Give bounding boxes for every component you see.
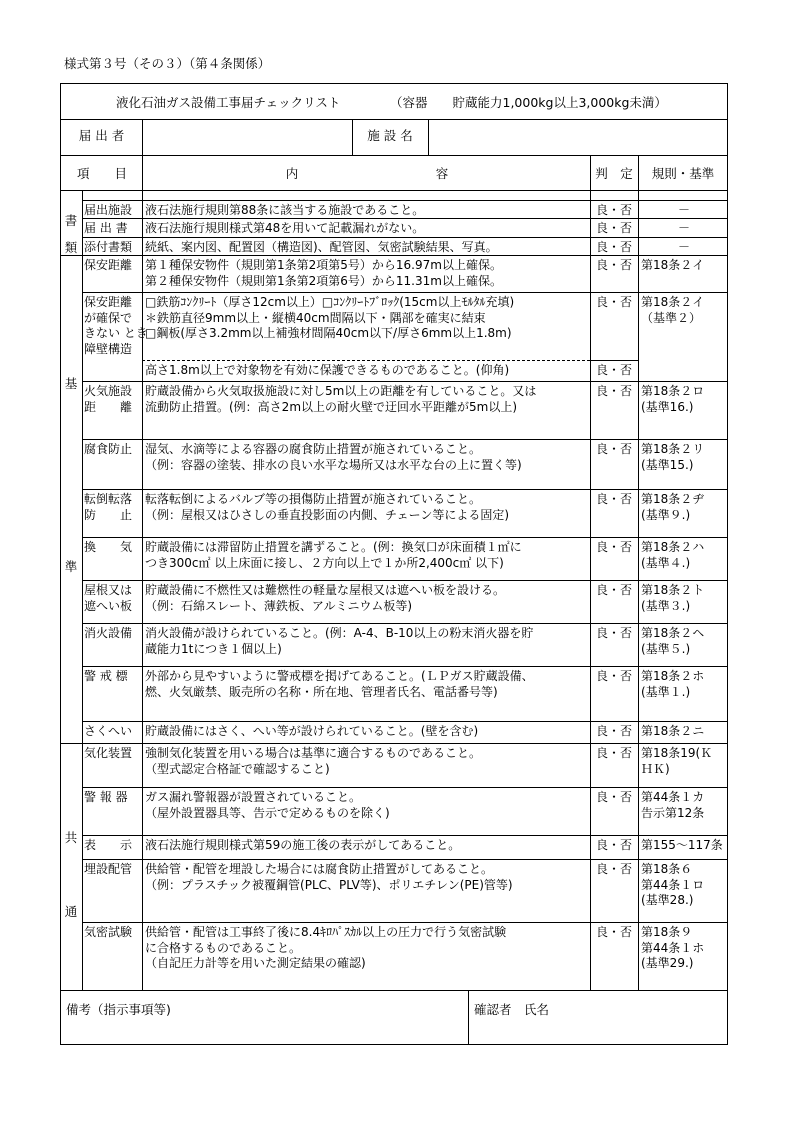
form-title-bar <box>60 83 728 119</box>
row-item-label: 警 戒 標 <box>84 669 128 683</box>
row-divider <box>590 360 638 361</box>
row-divider <box>82 835 728 836</box>
row-item-label: 腐食防止 <box>84 442 133 456</box>
row-rule-reference: (基準９.) <box>641 507 691 522</box>
row-rule-reference: （基準２） <box>641 310 702 325</box>
row-content-text: 液石法施行規則様式第59の施工後の表示がしてあること。 <box>145 838 461 852</box>
row-divider <box>82 623 728 624</box>
row-item-label: 転倒転落 <box>84 492 133 506</box>
row-rule-reference: － <box>677 221 690 235</box>
row-divider <box>60 990 728 991</box>
row-item-label: 消火設備 <box>84 626 133 640</box>
row-rule-reference: (基準29.) <box>641 956 694 970</box>
row-judgement[interactable]: 良・否 <box>595 790 632 804</box>
row-rule-reference: 第18条６ <box>641 862 693 876</box>
row-divider <box>82 787 728 788</box>
row-item-label: 添付書類 <box>84 240 133 254</box>
row-rule-reference: 第155～117条 <box>641 838 723 852</box>
notifier-label: 届 出 者 <box>78 128 125 143</box>
column-divider <box>142 155 143 990</box>
row-divider <box>82 489 728 490</box>
row-judgement[interactable]: 良・否 <box>595 295 632 309</box>
row-rule-reference: 第18条２ト <box>641 583 705 597</box>
row-divider <box>82 922 728 923</box>
row-content-text: 供給管・配管は工事終了後に8.4ｷﾛﾊﾟｽｶﾙ以上の圧力で行う気密試験 <box>145 925 507 939</box>
row-content-text: □鉄筋ｺﾝｸﾘｰﾄ（厚さ12cm以上）□ｺﾝｸﾘｰﾄﾌﾞﾛｯｸ(15cm以上ﾓﾙﾀﾙ充填) <box>145 295 515 309</box>
row-divider <box>60 190 728 191</box>
row-content-text: 転落転倒によるバルブ等の損傷防止措置が施されていること。 <box>145 492 482 506</box>
row-rule-reference: 第18条２イ <box>641 295 705 309</box>
row-item-label: 防 止 <box>84 507 133 522</box>
column-header-item: 項 目 <box>76 166 127 181</box>
row-content-text: 第１種保安物件（規則第1条第2項第5号）から16.97m以上確保。 <box>145 258 502 272</box>
row-judgement[interactable]: 良・否 <box>595 363 632 377</box>
row-item-label: 気化装置 <box>84 746 133 760</box>
confirmer-label: 確認者 氏名 <box>474 1002 550 1017</box>
row-judgement[interactable]: 良・否 <box>595 925 632 939</box>
row-rule-reference: 第18条２ハ <box>641 540 705 554</box>
row-content-text: 強制気化装置を用いる場合は基準に適合するものであること。 <box>145 746 482 760</box>
row-judgement[interactable]: 良・否 <box>595 626 632 640</box>
row-content-text: 蔵能力1tにつき１個以上) <box>145 641 282 656</box>
row-divider <box>60 155 728 156</box>
row-rule-reference: － <box>677 203 690 217</box>
row-content-text: ＊鉄筋直径9mm以上・縦横40cm間隔以下・隅部を確実に結束 <box>145 310 486 325</box>
row-item-label: さくへい <box>84 724 133 738</box>
row-content-text: 高さ1.8m以上で対象物を有効に保護できるものであること。(仰角) <box>145 363 510 377</box>
row-content-text: 続紙、案内図、配置図（構造図)、配管図、気密試験結果、写真。 <box>145 240 498 254</box>
row-rule-reference: 第44条１カ <box>641 790 705 804</box>
row-content-text: （型式認定合格証で確認すること) <box>145 761 330 776</box>
row-judgement[interactable]: 良・否 <box>595 746 632 760</box>
row-item-label: が確保で <box>84 310 133 325</box>
row-content-text: □鋼板(厚さ3.2mm以上補強材間隔40cm以下/厚さ6mm以上1.8m) <box>145 326 512 340</box>
row-rule-reference: 第44条１ホ <box>641 940 705 955</box>
row-item-label: 警 報 器 <box>84 790 128 804</box>
row-content-text: 貯蔵設備にはさく、へい等が設けられていること。(壁を含む) <box>145 724 479 738</box>
row-rule-reference: 第18条２ヘ <box>641 626 705 640</box>
row-content-text: （例：石綿スレート、薄鉄板、アルミニウム板等) <box>145 598 413 613</box>
form-title: 液化石油ガス設備工事届チェックリスト <box>116 95 341 110</box>
row-item-label: 距 離 <box>84 399 133 414</box>
row-content-text: （屋外設置器具等、告示で定めるものを除く) <box>145 805 390 820</box>
row-judgement[interactable]: 良・否 <box>595 669 632 683</box>
row-divider <box>82 200 728 201</box>
column-divider <box>468 990 469 1045</box>
row-rule-reference: (基準28.) <box>641 893 694 907</box>
column-divider <box>428 119 429 155</box>
row-judgement[interactable]: 良・否 <box>595 221 632 235</box>
row-judgement[interactable]: 良・否 <box>595 724 632 738</box>
row-content-text: 流動防止措置。(例：高さ2m以上の耐火壁で迂回水平距離が5m以上) <box>145 399 518 414</box>
row-judgement[interactable]: 良・否 <box>595 258 632 272</box>
row-divider <box>82 859 728 860</box>
row-judgement[interactable]: 良・否 <box>595 203 632 217</box>
row-divider <box>82 537 728 538</box>
row-rule-reference: (基準15.) <box>641 457 694 472</box>
row-judgement[interactable]: 良・否 <box>595 862 632 876</box>
dashed-divider <box>142 360 590 361</box>
row-content-text: 貯蔵設備から火気取扱施設に対し5m以上の距離を有していること。又は <box>145 384 537 398</box>
row-item-label: 障壁構造 <box>84 341 133 356</box>
row-content-text: （例：屋根又はひさしの垂直投影面の内側、チェーン等による固定) <box>145 507 510 522</box>
row-rule-reference: (基準16.) <box>641 399 694 414</box>
row-content-text: 貯蔵設備に不燃性又は難燃性の軽量な屋根又は遮へい板を設ける。 <box>145 583 506 597</box>
category-common-char-2: 通 <box>64 904 78 919</box>
row-rule-reference: 第44条１ロ <box>641 877 705 892</box>
category-common-char-1: 共 <box>64 830 78 845</box>
row-item-label: 遮へい板 <box>84 598 133 613</box>
form-number: 様式第３号（その３）（第４条関係） <box>64 56 271 71</box>
row-content-text: （自記圧力計等を用いた測定結果の確認) <box>145 956 366 970</box>
row-rule-reference: 第18条９ <box>641 925 693 939</box>
row-judgement[interactable]: 良・否 <box>595 838 632 852</box>
row-content-text: 第２種保安物件（規則第1条第2項第6号）から11.31m以上確保。 <box>145 273 502 288</box>
facility-label: 施 設 名 <box>367 128 413 143</box>
row-item-label: 火気施設 <box>84 384 133 398</box>
row-rule-reference: (基準５.) <box>641 641 691 656</box>
row-item-label: 気密試験 <box>84 925 133 939</box>
row-content-text: 液石法施行規則第88条に該当する施設であること。 <box>145 203 425 217</box>
row-rule-reference: 第18条２ホ <box>641 669 705 683</box>
category-documents-char-1: 書 <box>64 213 78 228</box>
row-rule-reference: (基準３.) <box>641 598 691 613</box>
row-rule-reference: 第18条２リ <box>641 442 705 456</box>
row-rule-reference: (基準４.) <box>641 555 691 570</box>
column-divider <box>638 155 639 990</box>
row-divider <box>60 119 728 120</box>
row-content-text: 液石法施行規則様式第48を用いて記載漏れがない。 <box>145 221 425 235</box>
row-rule-reference: 第18条２ヂ <box>641 492 705 506</box>
row-content-text: （例：容器の塗装、排水の良い水平な場所又は水平な台の上に置く等) <box>145 457 522 472</box>
row-content-text: （例：プラスチック被覆鋼管(PLC、PLV等)、ポリエチレン(PE)管等) <box>145 877 513 892</box>
row-divider <box>82 580 728 581</box>
row-judgement[interactable]: 良・否 <box>595 492 632 506</box>
row-rule-reference: 第18条２ニ <box>641 724 705 738</box>
row-item-label: 屋根又は <box>84 583 133 597</box>
row-content-text: つき300c㎡ 以上床面に接し、２方向以上で１か所2,400c㎡ 以下) <box>145 555 504 570</box>
row-content-text: ガス漏れ警報器が設置されていること。 <box>145 790 362 804</box>
row-content-text: 消火設備が設けられていること。(例：A-4、B-10以上の粉末消火器を貯 <box>145 626 534 640</box>
row-content-text: 外部から見やすいように警戒標を掲げてあること。(ＬＰガス貯蔵設備、 <box>145 669 534 683</box>
row-divider <box>82 666 728 667</box>
row-item-label: 保安距離 <box>84 258 133 272</box>
row-item-label: 保安距離 <box>84 295 133 309</box>
row-rule-reference: ＨＫ) <box>641 761 670 776</box>
row-rule-reference: 第18条19(Ｋ <box>641 746 713 760</box>
row-divider <box>82 439 728 440</box>
row-item-label: 届出施設 <box>84 203 133 217</box>
row-rule-reference: 第18条２ロ <box>641 384 705 398</box>
row-divider <box>82 237 728 238</box>
row-item-label: 表 示 <box>84 838 133 852</box>
form-title-scope: （容器 貯蔵能力1,000kg以上3,000kg未満） <box>390 95 667 110</box>
row-rule-reference: (基準１.) <box>641 684 691 699</box>
row-divider <box>60 743 728 744</box>
category-standards-char-1: 基 <box>64 376 78 391</box>
row-divider <box>82 721 728 722</box>
column-header-content: 内 容 <box>285 166 449 181</box>
remarks-label: 備考（指示事項等) <box>66 1002 171 1017</box>
row-rule-reference: － <box>677 240 690 254</box>
row-item-label: 届 出 書 <box>84 221 128 235</box>
row-content-text: に合格するものであること。 <box>145 940 302 955</box>
row-divider <box>82 292 728 293</box>
row-divider <box>82 381 728 382</box>
row-item-label: 換 気 <box>84 540 133 554</box>
category-standards-char-2: 準 <box>64 559 78 574</box>
row-judgement[interactable]: 良・否 <box>595 384 632 398</box>
row-content-text: 貯蔵設備には滞留防止措置を講ずること。(例：換気口が床面積１㎡に <box>145 540 522 554</box>
row-content-text: 燃、火気厳禁、販売所の名称・所在地、管理者氏名、電話番号等) <box>145 684 498 699</box>
row-content-text: 湿気、水滴等による容器の腐食防止措置が施されていること。 <box>145 442 482 456</box>
row-item-label: きない とき <box>84 326 148 340</box>
row-judgement[interactable]: 良・否 <box>595 583 632 597</box>
column-header-judgement: 判 定 <box>595 166 633 181</box>
row-content-text: 供給管・配管を埋設した場合には腐食防止措置がしてあること。 <box>145 862 494 876</box>
row-rule-reference: 第18条２イ <box>641 258 705 272</box>
row-judgement[interactable]: 良・否 <box>595 540 632 554</box>
column-header-rule: 規則・基準 <box>651 166 715 181</box>
category-documents-char-2: 類 <box>64 240 78 255</box>
row-rule-reference: 告示第12条 <box>641 805 705 820</box>
row-item-label: 埋設配管 <box>84 862 133 876</box>
row-judgement[interactable]: 良・否 <box>595 240 632 254</box>
row-judgement[interactable]: 良・否 <box>595 442 632 456</box>
column-divider <box>82 190 83 990</box>
